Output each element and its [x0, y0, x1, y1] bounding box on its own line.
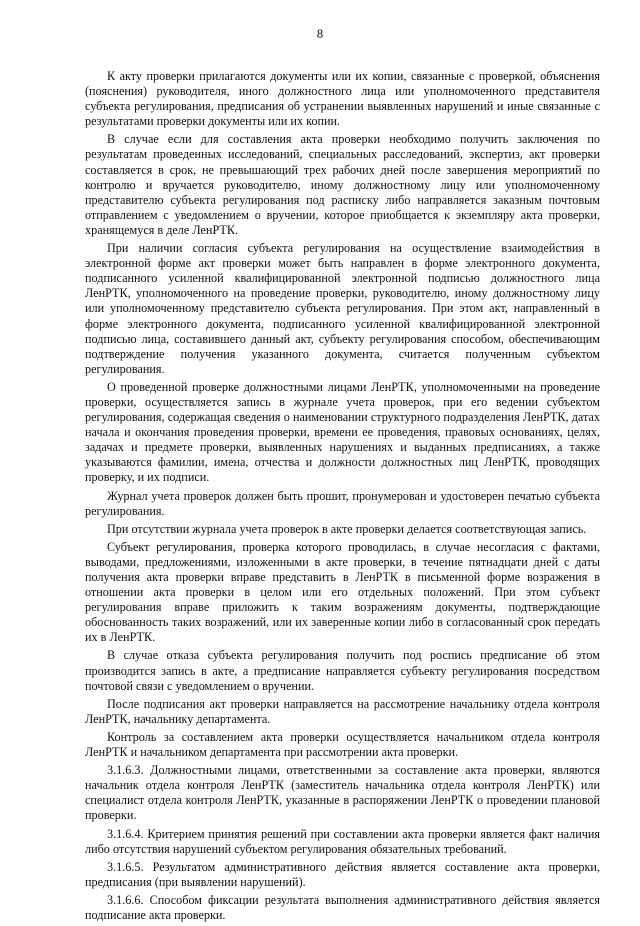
paragraph-3-1-6-4: 3.1.6.4. Критерием принятия решений при составлении акта проверки является факт наличия либо отсутствия нарушений субъектом регулирования обязательных требований.	[85, 826, 600, 856]
paragraph-3-1-6-5: 3.1.6.5. Результатом административного действия является составление акта проверки, предписания (при выявлении нарушений).	[85, 859, 600, 889]
paragraph-3-1-6-3: 3.1.6.3. Должностными лицами, ответственными за составление акта проверки, являются начальник отдела контроля ЛенРТК (заместитель начальника отдела контроля ЛенРТК) или специалист отдела контроля ЛенРТК, указанные в распоряжении ЛенРТК о проведении плановой проверки.	[85, 763, 600, 823]
paragraph-refusal: В случае отказа субъекта регулирования получить под роспись предписание об этом производится запись в акте, а предписание направляется субъекту регулирования посредством почтовой связи с уведомлением о вручении.	[85, 648, 600, 693]
paragraph-expert-conclusions: В случае если для составления акта проверки необходимо получить заключения по результатам проведенных исследований, специальных расследований, экспертиз, акт проверки составляется в срок, не превышающий трех рабочих дней после завершения мероприятий по контролю и вручается руководителю, иному должностному лицу или уполномоченному представителю субъекта регулирования под расписку либо направляется заказным почтовым отправлением с уведомлением о вручении, которое приобщается к экземпляру акта проверки, хранящемуся в деле ЛенРТК.	[85, 132, 600, 237]
paragraph-log-requirements: Журнал учета проверок должен быть прошит, пронумерован и удостоверен печатью субъекта регулирования.	[85, 488, 600, 518]
paragraph-electronic-form: При наличии согласия субъекта регулирования на осуществление взаимодействия в электронной форме акт проверки может быть направлен в форме электронного документа, подписанного усиленной квалифицированной электронной подписью должностного лица ЛенРТК, уполномоченного на проведение проверки, руководителю, иному должностному лицу или уполномоченному представителю субъекта регулирования. При этом акт, направленный в форме электронного документа, подписанного усиленной квалифицированной электронной подписью лица, составившего данный акт, субъекту регулирования способом, обеспечивающим подтверждение получения указанного документа, считается полученным субъектом регулирования.	[85, 241, 600, 376]
paragraph-3-1-6-6: 3.1.6.6. Способом фиксации результата выполнения административного действия является подписание акта проверки.	[85, 892, 600, 922]
paragraph-control: Контроль за составлением акта проверки осуществляется начальником отдела контроля ЛенРТК и начальником департамента при рассмотрении акта проверки.	[85, 729, 600, 760]
paragraph-no-log: При отсутствии журнала учета проверок в акте проверки делается соответствующая запись.	[107, 521, 587, 536]
paragraph-review: После подписания акт проверки направляется на рассмотрение начальнику отдела контроля ЛенРТК, начальнику департамента.	[85, 696, 600, 726]
paragraph-objections: Субъект регулирования, проверка которого проводилась, в случае несогласия с фактами, выводами, предложениями, изложенными в акте проверки, в течение пятнадцати дней с даты получения акта проверки вправе представить в ЛенРТК в письменной форме возражения в отношении акта проверки в целом или его отдельных положений. При этом субъект регулирования вправе приложить к таким возражениям документы, подтверждающие обоснованность таких возражений, или их заверенные копии либо в согласованный срок передать их в ЛенРТК.	[85, 539, 600, 645]
page-number: 8	[316, 27, 324, 41]
paragraph-attachments: К акту проверки прилагаются документы или их копии, связанные с проверкой, объяснения (пояснения) руководителя, иного должностного лица или уполномоченного представителя субъекта регулирования, предписания об устранении выявленных нарушений и иные связанные с результатами проверки документы или их копии.	[85, 69, 600, 129]
paragraph-inspection-log-entry: О проведенной проверке должностными лицами ЛенРТК, уполномоченными на проведение проверки, осуществляется запись в журнале учета проверок, при его ведении субъектом регулирования, содержащая сведения о наименовании структурного подразделения ЛенРТК, датах начала и окончания проведения проверки, времени ее проведения, правовых основаниях, целях, задачах и предмете проверки, выявленных нарушениях и выданных предписаниях, а также указываются фамилии, имена, отчества и должности должностных лиц ЛенРТК, проводящих проверку, и их подписи.	[85, 379, 600, 485]
document-body	[85, 69, 600, 926]
